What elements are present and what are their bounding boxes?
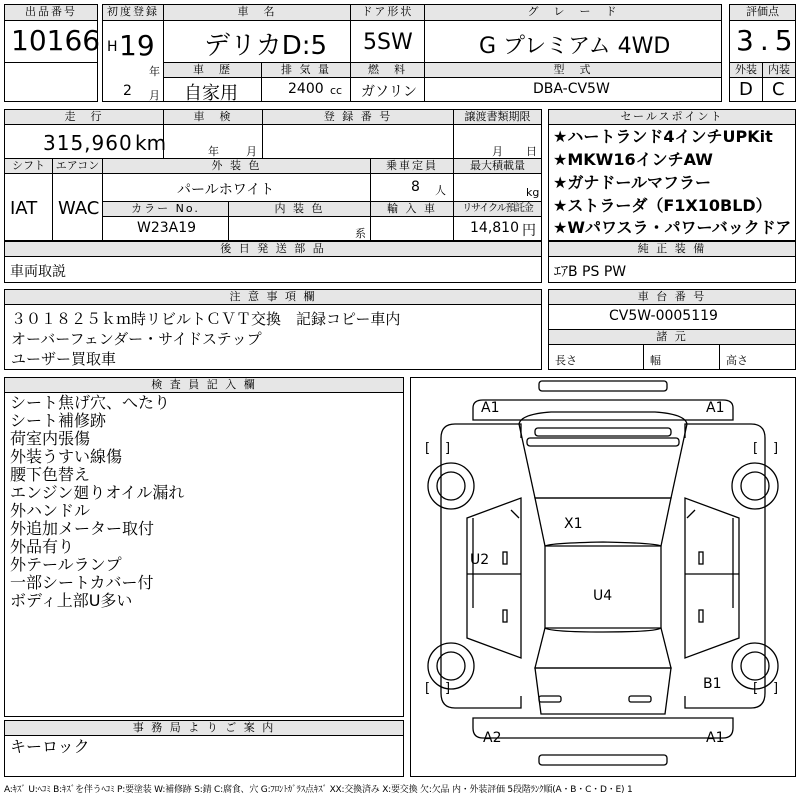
sales-point-2: ★MKW16インチAW: [553, 150, 713, 169]
inspector-line-11: 一部シートカバー付: [10, 573, 154, 592]
inspector-line-12: ボディ上部U多い: [10, 591, 133, 610]
color-label: 外 装 色: [102, 158, 371, 174]
reg-month: 2: [123, 83, 132, 99]
model-name: デリカD:5: [204, 31, 328, 61]
height-label: 高さ: [726, 354, 748, 367]
inspector-line-9: 外品有り: [10, 537, 75, 556]
door-box: [350, 20, 425, 63]
height-box: [719, 344, 796, 370]
lot-number-box: [4, 20, 101, 63]
equipment-value: ｴｱB PS PW: [554, 264, 627, 280]
fuel-box: [350, 77, 425, 102]
fuel-label: 燃 料: [350, 62, 425, 78]
svg-text:[: [: [425, 441, 431, 456]
length-box: [548, 344, 644, 370]
first-reg-label: 初度登録: [102, 4, 164, 21]
inspection-label: 車 検: [163, 109, 263, 125]
mark-rear-right: B1: [703, 676, 722, 692]
history-label: 車 歴: [163, 62, 262, 78]
displacement-label: 排 気 量: [261, 62, 351, 78]
month-unit: 月: [149, 89, 160, 102]
office-value: キーロック: [10, 737, 90, 756]
inspector-line-10: 外テールランプ: [10, 555, 122, 574]
mark-windshield: X1: [564, 516, 583, 532]
aircon-value: WAC: [58, 198, 100, 219]
color-box: [102, 173, 371, 202]
mileage-value: 315,960: [43, 131, 133, 155]
lot-blank: [4, 62, 98, 102]
chassis-label: 車 台 番 号: [548, 289, 796, 305]
year-unit: 年: [149, 65, 160, 78]
sales-points-label: セールスポイント: [548, 109, 796, 125]
inspector-line-3: 荷室内張傷: [10, 429, 91, 448]
score-label: 評価点: [729, 4, 796, 21]
inspector-line-6: エンジン廻りオイル漏れ: [10, 483, 185, 502]
svg-text:]: ]: [773, 441, 779, 456]
shift-value: IAT: [10, 198, 38, 219]
import-label: 輸 入 車: [370, 201, 454, 217]
inspection-box: [163, 124, 263, 159]
capacity-value: 8: [411, 179, 420, 195]
inspection-year-unit: 年: [208, 145, 219, 158]
capacity-label: 乗車定員: [370, 158, 454, 174]
svg-text:[: [: [425, 681, 431, 696]
inspector-line-2: シート補修跡: [10, 411, 107, 430]
equipment-box: [548, 256, 796, 283]
length-label: 長さ: [555, 354, 577, 367]
note-line-1: ３０１８２５ｋｍ時リビルトＣＶＴ交換 記録コピー車内: [11, 310, 401, 328]
colorno-label: カラー No.: [102, 201, 229, 217]
later-parts-box: [4, 256, 542, 283]
inspector-label: 検 査 員 記 入 欄: [4, 377, 404, 393]
office-label: 事 務 局 よ り ご 案 内: [4, 720, 404, 736]
recycle-label: リサイクル預託金: [453, 201, 542, 217]
type-value: DBA-CV5W: [533, 81, 610, 97]
type-label: 型 式: [424, 62, 722, 78]
mileage-unit: km: [135, 131, 167, 155]
transfer-month-unit: 月: [492, 145, 503, 158]
office-box: [4, 735, 404, 777]
transfer-label: 譲渡書類期限: [453, 109, 542, 125]
reg-year: 19: [119, 29, 155, 62]
recycle-value: 14,810: [470, 220, 519, 236]
grade-label: グ レ ー ド: [424, 4, 722, 21]
recycle-box: [453, 216, 542, 241]
sales-point-5: ★Wパワスラ・パワーバックドア: [553, 218, 792, 237]
model-label: 車 名: [163, 4, 351, 21]
grade-value: G プレミアム 4WD: [479, 34, 671, 59]
lot-number: 10166: [11, 24, 101, 57]
svg-text:[: [: [753, 441, 759, 456]
first-reg-box: [102, 20, 164, 102]
transfer-box: [453, 124, 542, 159]
load-unit: kg: [526, 186, 540, 199]
shift-label: シフト: [4, 158, 53, 174]
load-box: [453, 173, 542, 202]
mark-rear-right-bumper: A1: [706, 730, 725, 746]
displacement-value: 2400: [288, 81, 324, 97]
era: H: [107, 39, 118, 55]
lot-label: 出品番号: [4, 4, 98, 21]
interior-label: 内 装 色: [228, 201, 371, 217]
inspector-box: [4, 392, 404, 717]
ext-label: 外装: [729, 62, 763, 78]
recycle-unit: 円: [522, 223, 536, 239]
mileage-box: [4, 124, 167, 159]
inspector-line-5: 腰下色替え: [10, 465, 91, 484]
interior-unit: 系: [355, 227, 366, 240]
inspector-line-1: シート焦げ穴、へたり: [10, 393, 171, 412]
mark-front-right: A1: [706, 400, 725, 416]
sales-point-1: ★ハートランド4インチUPKit: [553, 127, 773, 146]
int-label: 内装: [762, 62, 796, 78]
svg-text:]: ]: [773, 681, 779, 696]
car-diagram: [411, 378, 795, 776]
colorno-box: [102, 216, 229, 241]
displacement-unit: cc: [330, 84, 343, 97]
score-value: 3.5: [736, 24, 799, 57]
grade-box: [424, 20, 722, 63]
chassis-value: CV5W-0005119: [609, 308, 718, 324]
svg-text:[: [: [753, 681, 759, 696]
note-line-2: オーバーフェンダー・サイドステップ: [11, 330, 262, 348]
sales-point-3: ★ガナドールマフラー: [553, 173, 712, 192]
chassis-box: [548, 304, 796, 330]
door-type: 5SW: [363, 30, 413, 55]
colorno-value: W23A19: [137, 220, 197, 236]
sales-points-box: [548, 124, 796, 241]
car-diagram-box: [410, 377, 796, 777]
transfer-day-unit: 日: [526, 145, 537, 158]
dimensions-label: 諸 元: [548, 329, 796, 345]
mark-roof: U4: [593, 588, 613, 604]
capacity-unit: 人: [435, 184, 446, 197]
history-value: 自家用: [184, 83, 238, 104]
notes-box: [4, 304, 542, 370]
score-box: [729, 20, 799, 63]
door-label: ドア形状: [350, 4, 425, 21]
equipment-label: 純 正 装 備: [548, 241, 796, 257]
later-parts-label: 後 日 発 送 部 品: [4, 241, 542, 257]
interior-box: [228, 216, 371, 241]
capacity-box: [370, 173, 454, 202]
note-line-3: ユーザー買取車: [11, 350, 117, 368]
mark-rear-left: A2: [483, 730, 502, 746]
aircon-label: エアコン: [52, 158, 103, 174]
svg-text:]: ]: [445, 441, 451, 456]
regno-box: [262, 124, 454, 159]
import-box: [370, 216, 454, 241]
mark-left-door: U2: [470, 552, 490, 568]
inspector-line-7: 外ハンドル: [10, 501, 91, 520]
int-box: [762, 77, 796, 102]
ext-score: D: [739, 79, 753, 100]
inspector-line-4: 外装うすい線傷: [10, 447, 123, 466]
svg-text:]: ]: [445, 681, 451, 696]
mileage-label: 走 行: [4, 109, 164, 125]
color-value: パールホワイト: [177, 182, 275, 198]
ext-box: [729, 77, 763, 102]
aircon-box: [52, 173, 103, 241]
width-box: [643, 344, 720, 370]
model-box: [163, 20, 351, 63]
int-score: C: [772, 79, 785, 100]
legend: A:ｷｽﾞ U:ﾍｺﾐ B:ｷｽﾞを伴うﾍｺﾐ P:要塗装 W:補修跡 S:錆 C:腐食、穴 G:ﾌﾛﾝﾄｶﾞﾗｽ点ｷｽﾞ XX:交換済み X:要交換 欠:欠品 内・外装評価 5段階ﾗﾝｸ順(A・B・C・D・E) 1: [4, 785, 633, 795]
displacement-box: [261, 77, 351, 102]
inspection-month-unit: 月: [246, 145, 257, 158]
fuel-value: ガソリン: [361, 84, 417, 100]
later-parts-value: 車両取説: [10, 264, 66, 280]
history-box: [163, 77, 262, 102]
sales-point-4: ★ストラーダ（F1X10BLD）: [553, 196, 772, 215]
width-label: 幅: [650, 354, 661, 367]
mark-front-left: A1: [481, 400, 500, 416]
notes-label: 注 意 事 項 欄: [4, 289, 542, 305]
type-box: [424, 77, 722, 102]
inspector-line-8: 外追加メーター取付: [10, 519, 155, 538]
shift-box: [4, 173, 53, 241]
regno-label: 登 録 番 号: [262, 109, 454, 125]
load-label: 最大積載量: [453, 158, 542, 174]
